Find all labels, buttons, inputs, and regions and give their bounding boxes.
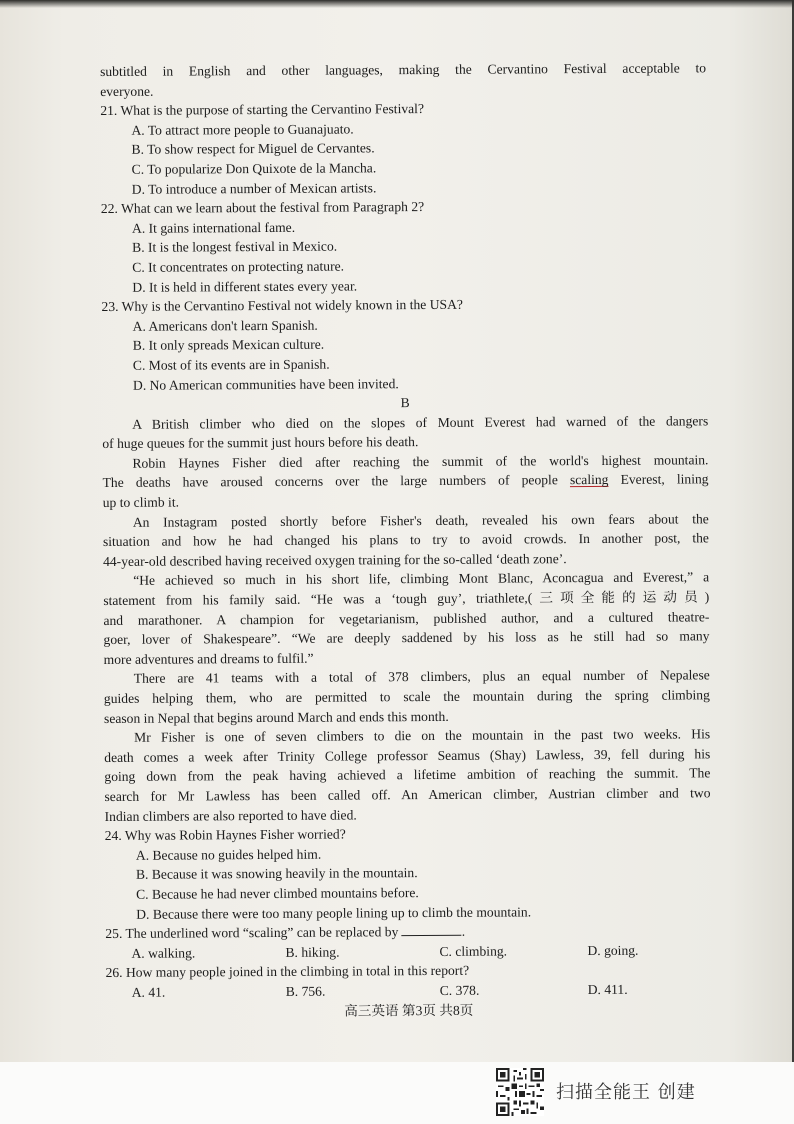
answer-blank xyxy=(402,923,462,936)
passage-line: An Instagram posted shortly before Fisher's death, revealed his own fears about the xyxy=(132,510,709,530)
question-22-stem: 22. What can we learn about the festival from Paragraph 2? xyxy=(100,199,425,217)
passage-text: The deaths have aroused concerns over the large numbers of people xyxy=(102,472,570,491)
question-23-option-d: D. No American communities have been invited. xyxy=(132,375,399,393)
passage-line: Indian climbers are also reported to have died. xyxy=(104,807,357,824)
scan-edge-shadow xyxy=(0,0,794,8)
passage-line: situation and how he had changed his plans to try to avoid crowds. In another post, the xyxy=(102,530,709,550)
question-25-option-c: C. climbing. xyxy=(439,943,508,959)
document-body xyxy=(100,58,712,1022)
passage-text: Everest, lining xyxy=(608,471,709,488)
passage-line: Mr Fisher is one of seven climbers to die on the mountain in the past two weeks. His xyxy=(134,726,711,745)
passage-line: “He achieved so much in his short life, climbing Mont Blanc, Aconcagua and Everest,” a xyxy=(133,569,710,589)
question-25-period: . xyxy=(461,923,466,939)
passage-line: statement from his family said. “He was a ‘tough guy’, triathlete,(三项全能的运动员) xyxy=(103,589,710,609)
question-25-option-d: D. going. xyxy=(587,942,639,958)
question-26-option-d: D. 411. xyxy=(587,981,628,997)
question-26-options xyxy=(106,979,712,1002)
question-24-option-b: B. Because it was snowing heavily in the mountain. xyxy=(135,865,418,883)
question-21-option-a: A. To attract more people to Guanajuato. xyxy=(131,121,354,138)
scanner-watermark: 扫描全能王 创建 xyxy=(556,1082,696,1103)
question-23-option-c: C. Most of its events are in Spanish. xyxy=(132,356,330,373)
question-26-option-b: B. 756. xyxy=(285,983,326,999)
question-22-option-d: D. It is held in different states every year. xyxy=(132,277,358,295)
passage-line: death comes a week after Trinity College professor Seamus (Shay) Lawless, 39, fell during his xyxy=(104,746,711,765)
passage-line: Robin Haynes Fisher died after reaching the summit of the world's highest mountain. xyxy=(132,452,709,471)
passage-line: goer, lover of Shakespeare”. “We are deeply saddened by his loss as he still had so many xyxy=(103,628,710,648)
question-26-option-c: C. 378. xyxy=(439,982,480,998)
continuation-line: everyone. xyxy=(100,83,154,99)
question-24-stem: 24. Why was Robin Haynes Fisher worried? xyxy=(104,826,346,844)
question-24-option-c: C. Because he had never climbed mountains before. xyxy=(136,885,419,902)
passage-line: There are 41 teams with a total of 378 climbers, plus an equal number of Nepalese xyxy=(133,667,710,687)
question-25-options xyxy=(105,940,711,963)
question-25-text: 25. The underlined word “scaling” can be replaced by xyxy=(105,924,399,942)
passage-line: of huge queues for the summit just hours before his death. xyxy=(102,434,419,452)
question-21-option-b: B. To show respect for Miguel de Cervantes. xyxy=(131,140,375,158)
qr-code-icon xyxy=(496,1068,544,1116)
question-26-stem: 26. How many people joined in the climbing in total in this report? xyxy=(105,963,470,981)
question-21-option-d: D. To introduce a number of Mexican artists. xyxy=(131,179,377,197)
page-footer: 高三英语 第3页 共8页 xyxy=(344,1002,474,1019)
question-24-option-d: D. Because there were too many people lining up to climb the mountain. xyxy=(136,903,532,922)
passage-line: season in Nepal that begins around March and ends this month. xyxy=(103,708,449,726)
question-22-option-a: A. It gains international fame. xyxy=(131,219,296,236)
passage-line: and marathoner. A champion for vegetarianism, published author, and a cultured theatre- xyxy=(103,608,710,628)
question-22-option-b: B. It is the longest festival in Mexico. xyxy=(132,238,338,256)
question-26-option-a: A. 41. xyxy=(131,984,166,1000)
question-21-stem: 21. What is the purpose of starting the Cervantino Festival? xyxy=(100,101,425,119)
passage-line: search for Mr Lawless has been called off. An American climber, Austrian climber and two xyxy=(104,785,711,804)
question-23-option-b: B. It only spreads Mexican culture. xyxy=(132,336,325,354)
question-25-option-b: B. hiking. xyxy=(285,944,340,960)
underlined-word-scaling: scaling xyxy=(569,472,609,488)
passage-line: more adventures and dreams to fulfil.” xyxy=(103,650,314,667)
question-23-stem: 23. Why is the Cervantino Festival not widely known in the USA? xyxy=(101,296,464,315)
question-25-option-a: A. walking. xyxy=(131,945,196,961)
passage-line: 44-year-old described having received oxygen training for the so-called ‘death zone’. xyxy=(103,551,567,569)
passage-line: going down from the peak having achieved a lifetime ambition of reaching the summit. The xyxy=(104,765,711,785)
question-21-option-c: C. To popularize Don Quixote de la Mancha. xyxy=(131,160,377,177)
passage-line: up to climb it. xyxy=(102,494,180,511)
passage-line: guides helping them, who are permitted to scale the mountain during the spring climbing xyxy=(103,687,710,706)
passage-line xyxy=(103,470,709,493)
passage-line: A British climber who died on the slopes of Mount Everest had warned of the dangers xyxy=(132,412,709,432)
question-22-option-c: C. It concentrates on protecting nature. xyxy=(132,258,345,275)
question-24-option-a: A. Because no guides helped him. xyxy=(135,846,322,863)
question-23-option-a: A. Americans don't learn Spanish. xyxy=(132,317,318,334)
section-heading: B xyxy=(400,395,410,411)
continuation-line: subtitled in English and other languages, making the Cervantino Festival acceptable to xyxy=(100,60,707,79)
